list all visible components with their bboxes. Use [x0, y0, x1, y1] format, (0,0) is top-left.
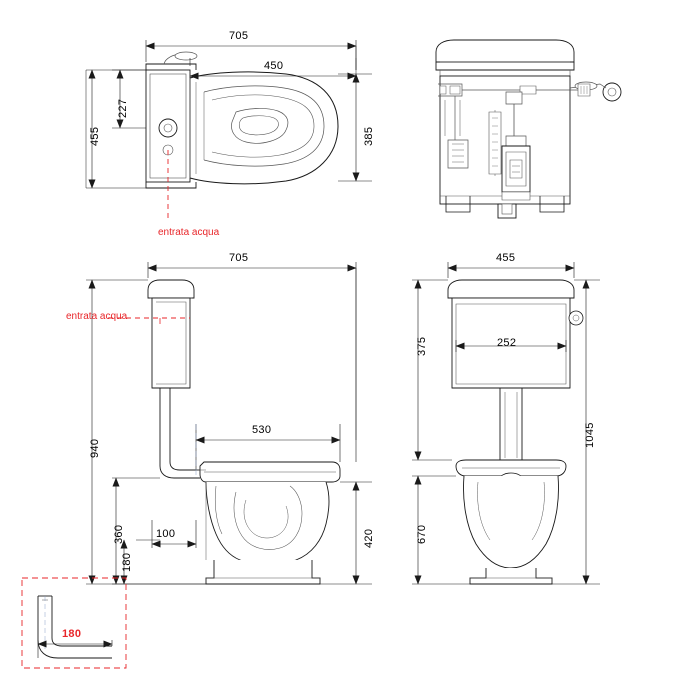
- dim-252-front: 252: [497, 337, 517, 349]
- dim-455-front: 455: [496, 252, 516, 264]
- dim-450-top: 450: [264, 60, 284, 72]
- view-side-elevation: [108, 280, 340, 584]
- dim-1045-front: 1045: [584, 422, 596, 448]
- dim-375-front: 375: [416, 336, 428, 356]
- dim-530-side: 530: [252, 424, 272, 436]
- view-inlet-detail: [22, 578, 126, 668]
- dim-420-side: 420: [363, 528, 375, 548]
- dim-940-side: 940: [89, 438, 101, 458]
- dim-455-top: 455: [89, 126, 101, 146]
- dim-180-side: 180: [121, 552, 133, 572]
- dim-227-top: 227: [117, 98, 129, 118]
- note-entrata-acqua-top: entrata acqua: [158, 227, 220, 238]
- dim-100-side: 100: [156, 528, 176, 540]
- dim-360-side: 360: [113, 524, 125, 544]
- view-front-elevation: [448, 280, 583, 584]
- detail-dimension-lines: [38, 640, 112, 658]
- view-top-plan: [146, 52, 338, 222]
- dim-385-top: 385: [363, 126, 375, 146]
- dim-705-side: 705: [229, 252, 249, 264]
- dim-705-top: 705: [229, 30, 249, 42]
- note-entrata-acqua-side: entrata acqua: [66, 311, 128, 322]
- dim-670-front: 670: [416, 524, 428, 544]
- view-cistern-internals: [436, 40, 621, 218]
- dim-180-detail: 180: [62, 628, 82, 640]
